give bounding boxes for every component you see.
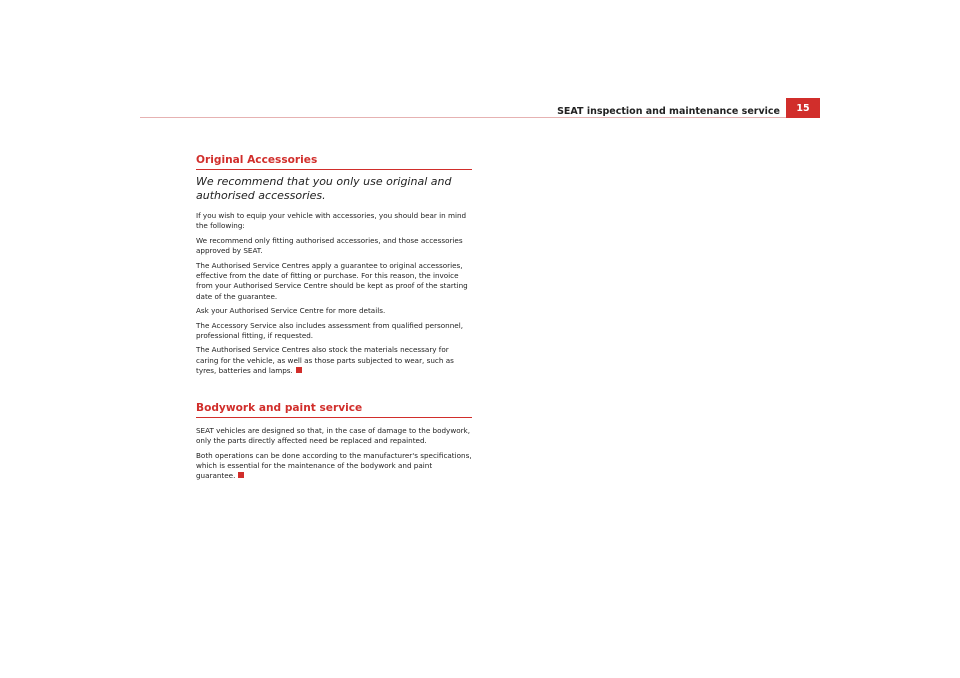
paragraph: We recommend only fitting authorised accessories, and those accessories approved by SEAT. xyxy=(196,235,463,256)
paragraph: Ask your Authorised Service Centre for more details. xyxy=(196,306,386,316)
paragraph-text: The Authorised Service Centres also stock the materials necessary for caring for the vehicle, as well as those parts subjected to wear, such as tyres, batteries and lamps. xyxy=(196,345,454,376)
section-heading-bodywork-paint: Bodywork and paint service xyxy=(196,402,472,418)
page-number: 15 xyxy=(796,102,810,114)
section-end-icon xyxy=(238,472,244,478)
paragraph: The Authorised Service Centres apply a guarantee to original accessories, effective from the date of fitting or purchase. For this reason, the invoice from your Authorised Service Centre should be kept as proof of the starting date of the guarantee. xyxy=(196,260,468,301)
section-end-icon xyxy=(296,367,302,373)
paragraph-with-end-mark xyxy=(196,345,472,376)
paragraph: SEAT vehicles are designed so that, in the case of damage to the bodywork, only the parts directly affected need be replaced and repainted. xyxy=(196,425,470,446)
text-column xyxy=(196,154,472,486)
paragraph: The Accessory Service also includes assessment from qualified personnel, professional fitting, if requested. xyxy=(196,320,464,341)
paragraph-with-end-mark xyxy=(196,451,472,482)
header-rule xyxy=(140,117,820,118)
section-heading-original-accessories: Original Accessories xyxy=(196,154,472,170)
running-header-title: SEAT inspection and maintenance service xyxy=(557,106,780,117)
paragraph-text: Both operations can be done according to the manufacturer's specifications, which is essential for the maintenance of the bodywork and paint guarantee. xyxy=(196,450,472,481)
intro-recommendation: We recommend that you only use original and authorised accessories. xyxy=(196,175,452,202)
paragraph: If you wish to equip your vehicle with accessories, you should bear in mind the following: xyxy=(196,211,467,231)
page-number-box xyxy=(786,98,820,118)
